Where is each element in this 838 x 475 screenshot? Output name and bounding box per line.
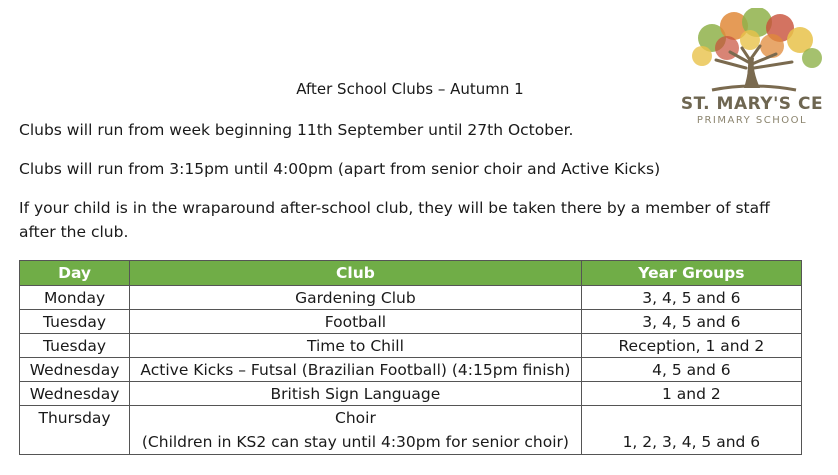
club-note: (Children in KS2 can stay until 4:30pm for senior choir)	[141, 433, 569, 451]
times-paragraph: Clubs will run from 3:15pm until 4:00pm (apart from senior choir and Active Kicks)	[19, 160, 661, 178]
cell-years: 4, 5 and 6	[581, 358, 801, 382]
page-title: After School Clubs – Autumn 1	[296, 80, 524, 98]
cell-years: 3, 4, 5 and 6	[581, 286, 801, 310]
cell-years: Reception, 1 and 2	[581, 334, 801, 358]
cell-day: Monday	[20, 286, 130, 310]
school-subtitle: PRIMARY SCHOOL	[696, 115, 808, 126]
cell-club	[130, 406, 582, 455]
header-day: Day	[20, 261, 130, 286]
cell-club: Active Kicks – Futsal (Brazilian Football) (4:15pm finish)	[130, 358, 582, 382]
cell-club: Gardening Club	[130, 286, 582, 310]
wraparound-paragraph: If your child is in the wraparound after-school club, they will be taken there by a member of staff after the club.	[19, 199, 770, 241]
table-row	[20, 382, 802, 406]
dates-paragraph: Clubs will run from week beginning 11th September until 27th October.	[19, 121, 574, 139]
club-name: Choir	[335, 409, 376, 427]
table-row	[20, 406, 802, 455]
school-name: ST. MARY'S CE	[680, 94, 824, 114]
cell-day: Tuesday	[20, 310, 130, 334]
cell-day: Wednesday	[20, 382, 130, 406]
table-row	[20, 334, 802, 358]
table-row	[20, 310, 802, 334]
cell-day: Wednesday	[20, 358, 130, 382]
cell-club: British Sign Language	[130, 382, 582, 406]
school-logo	[672, 8, 832, 128]
cell-day: Thursday	[20, 406, 130, 455]
table-row	[20, 286, 802, 310]
cell-day: Tuesday	[20, 334, 130, 358]
cell-years: 1 and 2	[581, 382, 801, 406]
cell-club: Time to Chill	[130, 334, 582, 358]
table-row	[20, 358, 802, 382]
header-club: Club	[130, 261, 582, 286]
cell-years: 1, 2, 3, 4, 5 and 6	[581, 406, 801, 455]
cell-years: 3, 4, 5 and 6	[581, 310, 801, 334]
clubs-table	[19, 260, 802, 455]
cell-club: Football	[130, 310, 582, 334]
header-year-groups: Year Groups	[581, 261, 801, 286]
table-header-row	[20, 261, 802, 286]
